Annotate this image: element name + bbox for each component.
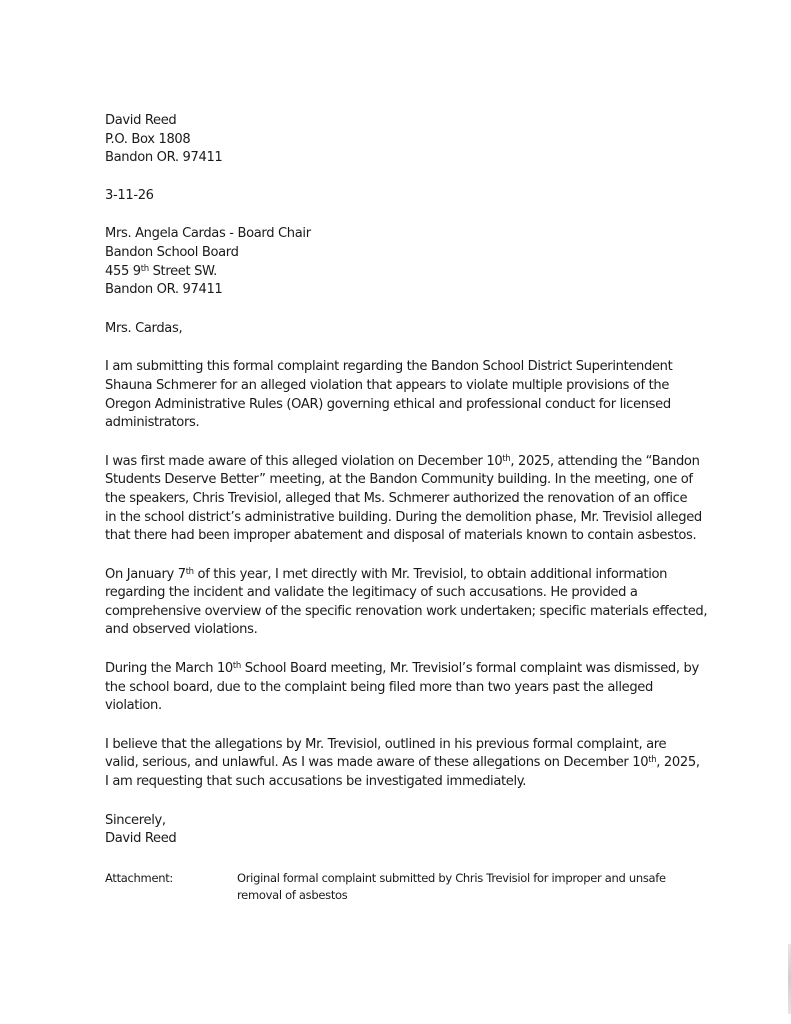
attachment-label: Attachment: xyxy=(105,871,173,885)
text-segment: valid, serious, and unlawful. As I was made aware of these allegations on December 10 xyxy=(105,755,649,771)
text-segment: On January 7 xyxy=(105,566,186,582)
closing-block xyxy=(105,812,690,849)
street-ordinal: th xyxy=(140,263,149,274)
paragraph-line: I am requesting that such accusations be investigated immediately. xyxy=(105,774,527,790)
paragraph-line: Oregon Administrative Rules (OAR) governing ethical and professional conduct for licensed xyxy=(105,396,671,412)
paragraph-5 xyxy=(105,736,700,792)
sender-address-line2: Bandon OR. 97411 xyxy=(105,150,223,166)
text-segment: , 2025, xyxy=(656,755,700,771)
text-segment: School Board meeting, Mr. Trevisiol’s formal complaint was dismissed, by xyxy=(240,661,699,677)
paragraph-line: Students Deserve Better” meeting, at the Bandon Community building. In the meeting, one of xyxy=(105,472,693,488)
ordinal-suffix: th xyxy=(232,661,241,672)
letter-body xyxy=(105,112,708,849)
paragraph-line: I believe that the allegations by Mr. Trevisiol, outlined in his previous formal complaint, are xyxy=(105,736,667,752)
sender-block xyxy=(105,112,690,168)
salutation: Mrs. Cardas, xyxy=(105,320,183,336)
paragraph-line: in the school district’s administrative building. During the demolition phase, Mr. Trevisiol alleged xyxy=(105,509,702,525)
paragraph-line xyxy=(105,566,690,585)
paragraph-1 xyxy=(105,358,690,432)
text-segment: During the March 10 xyxy=(105,661,233,677)
street-rest: Street SW. xyxy=(148,263,217,279)
paragraph-3 xyxy=(105,566,708,640)
paragraph-2 xyxy=(105,453,702,546)
sender-address-line1: P.O. Box 1808 xyxy=(105,131,191,147)
paragraph-line: I am submitting this formal complaint regarding the Bandon School District Superintendent xyxy=(105,359,673,375)
paragraph-line: the speakers, Chris Trevisiol, alleged that Ms. Schmerer authorized the renovation of an office xyxy=(105,490,688,506)
paragraph-line: regarding the incident and validate the legitimacy of such accusations. He provided a xyxy=(105,585,638,601)
paragraph-line: Shauna Schmerer for an alleged violation that appears to violate multiple provisions of the xyxy=(105,377,670,393)
ordinal-suffix: th xyxy=(648,755,657,766)
recipient-organization: Bandon School Board xyxy=(105,244,239,260)
recipient-city: Bandon OR. 97411 xyxy=(105,282,223,298)
attachment-description xyxy=(237,870,697,904)
paragraph-line xyxy=(105,453,700,472)
paragraph-line xyxy=(105,754,700,773)
paragraph-line: administrators. xyxy=(105,415,200,431)
text-segment: of this year, I met directly with Mr. Trevisiol, to obtain additional information xyxy=(193,566,668,582)
recipient-name: Mrs. Angela Cardas - Board Chair xyxy=(105,226,311,242)
sender-name: David Reed xyxy=(105,113,177,128)
closing: Sincerely, xyxy=(105,812,166,828)
recipient-street xyxy=(105,263,690,282)
signature-name: David Reed xyxy=(105,831,177,847)
paragraph-line xyxy=(105,660,699,679)
attachment-line: removal of asbestos xyxy=(237,888,348,902)
paragraph-line: violation. xyxy=(105,698,162,714)
text-segment: , 2025, attending the “Bandon xyxy=(510,453,700,469)
ordinal-suffix: th xyxy=(185,566,194,577)
recipient-block xyxy=(105,225,690,299)
attachment-line: Original formal complaint submitted by Chris Trevisiol for improper and unsafe xyxy=(237,871,666,885)
ordinal-suffix: th xyxy=(502,453,511,464)
paragraph-line: and observed violations. xyxy=(105,622,258,638)
paragraph-line: that there had been improper abatement and disposal of materials known to contain asbestos. xyxy=(105,528,697,544)
street-number: 455 9 xyxy=(105,263,141,279)
paragraph-line: comprehensive overview of the specific renovation work undertaken; specific materials effected, xyxy=(105,603,708,619)
letter-date: 3-11-26 xyxy=(105,187,154,203)
paragraph-4 xyxy=(105,660,699,716)
text-segment: I was first made aware of this alleged violation on December 10 xyxy=(105,453,503,469)
paragraph-line: the school board, due to the complaint being filed more than two years past the alleged xyxy=(105,679,653,695)
